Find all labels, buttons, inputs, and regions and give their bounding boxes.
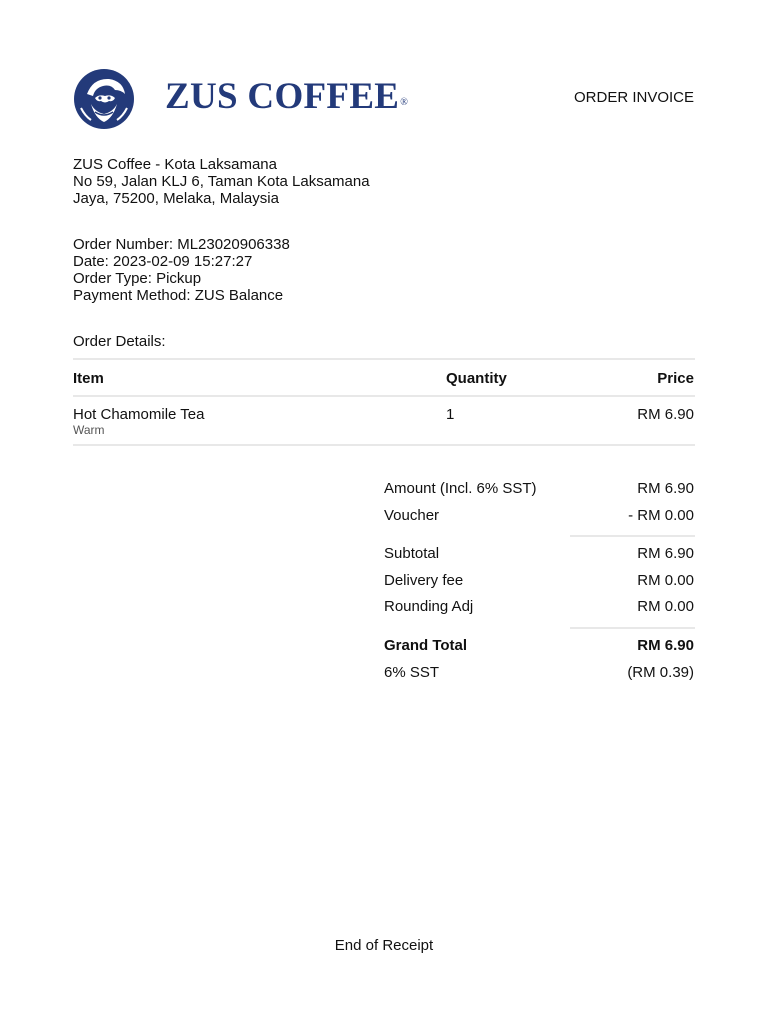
subtotal-label: Subtotal bbox=[384, 545, 440, 562]
delivery-fee-value: RM 0.00 bbox=[637, 572, 694, 589]
item-quantity: 1 bbox=[446, 406, 455, 423]
column-header-item: Item bbox=[73, 370, 104, 387]
table-header-divider bbox=[73, 395, 695, 397]
brand-name bbox=[165, 77, 408, 117]
voucher-value: - RM 0.00 bbox=[628, 507, 694, 524]
amount-label: Amount (Incl. 6% SST) bbox=[384, 480, 537, 497]
store-address-line1: No 59, Jalan KLJ 6, Taman Kota Laksamana bbox=[73, 173, 370, 190]
voucher-label: Voucher bbox=[384, 507, 440, 524]
subtotal-value: RM 6.90 bbox=[637, 545, 694, 562]
order-date: Date: 2023-02-09 15:27:27 bbox=[73, 253, 253, 270]
summary-divider-2 bbox=[570, 627, 695, 629]
order-meta-block bbox=[73, 236, 290, 304]
grand-total-value: RM 6.90 bbox=[637, 637, 694, 654]
order-type: Order Type: Pickup bbox=[73, 270, 202, 287]
payment-method: Payment Method: ZUS Balance bbox=[73, 287, 284, 304]
summary-divider-1 bbox=[570, 535, 695, 537]
rounding-adj-value: RM 0.00 bbox=[637, 598, 694, 615]
item-price: RM 6.90 bbox=[637, 406, 694, 423]
registered-mark: ® bbox=[400, 97, 409, 108]
grand-total-label: Grand Total bbox=[384, 637, 468, 654]
rounding-adj-label: Rounding Adj bbox=[384, 598, 474, 615]
item-variant: Warm bbox=[73, 423, 105, 437]
sst-label: 6% SST bbox=[384, 664, 440, 681]
delivery-fee-label: Delivery fee bbox=[384, 572, 464, 589]
table-bottom-divider bbox=[73, 444, 695, 446]
store-address-block bbox=[73, 156, 370, 207]
amount-value: RM 6.90 bbox=[637, 480, 694, 497]
order-number: Order Number: ML23020906338 bbox=[73, 236, 290, 253]
end-of-receipt: End of Receipt bbox=[334, 937, 434, 954]
sst-value: (RM 0.39) bbox=[627, 664, 694, 681]
item-name: Hot Chamomile Tea bbox=[73, 406, 205, 423]
document-title: ORDER INVOICE bbox=[573, 89, 694, 106]
table-top-divider bbox=[73, 358, 695, 360]
zus-logo-icon bbox=[73, 68, 135, 130]
store-name: ZUS Coffee - Kota Laksamana bbox=[73, 156, 277, 173]
brand-name-text: ZUS COFFEE bbox=[165, 76, 400, 117]
store-address-line2: Jaya, 75200, Melaka, Malaysia bbox=[73, 190, 279, 207]
order-details-label: Order Details: bbox=[73, 333, 166, 350]
column-header-quantity: Quantity bbox=[446, 370, 507, 387]
column-header-price: Price bbox=[657, 370, 694, 387]
